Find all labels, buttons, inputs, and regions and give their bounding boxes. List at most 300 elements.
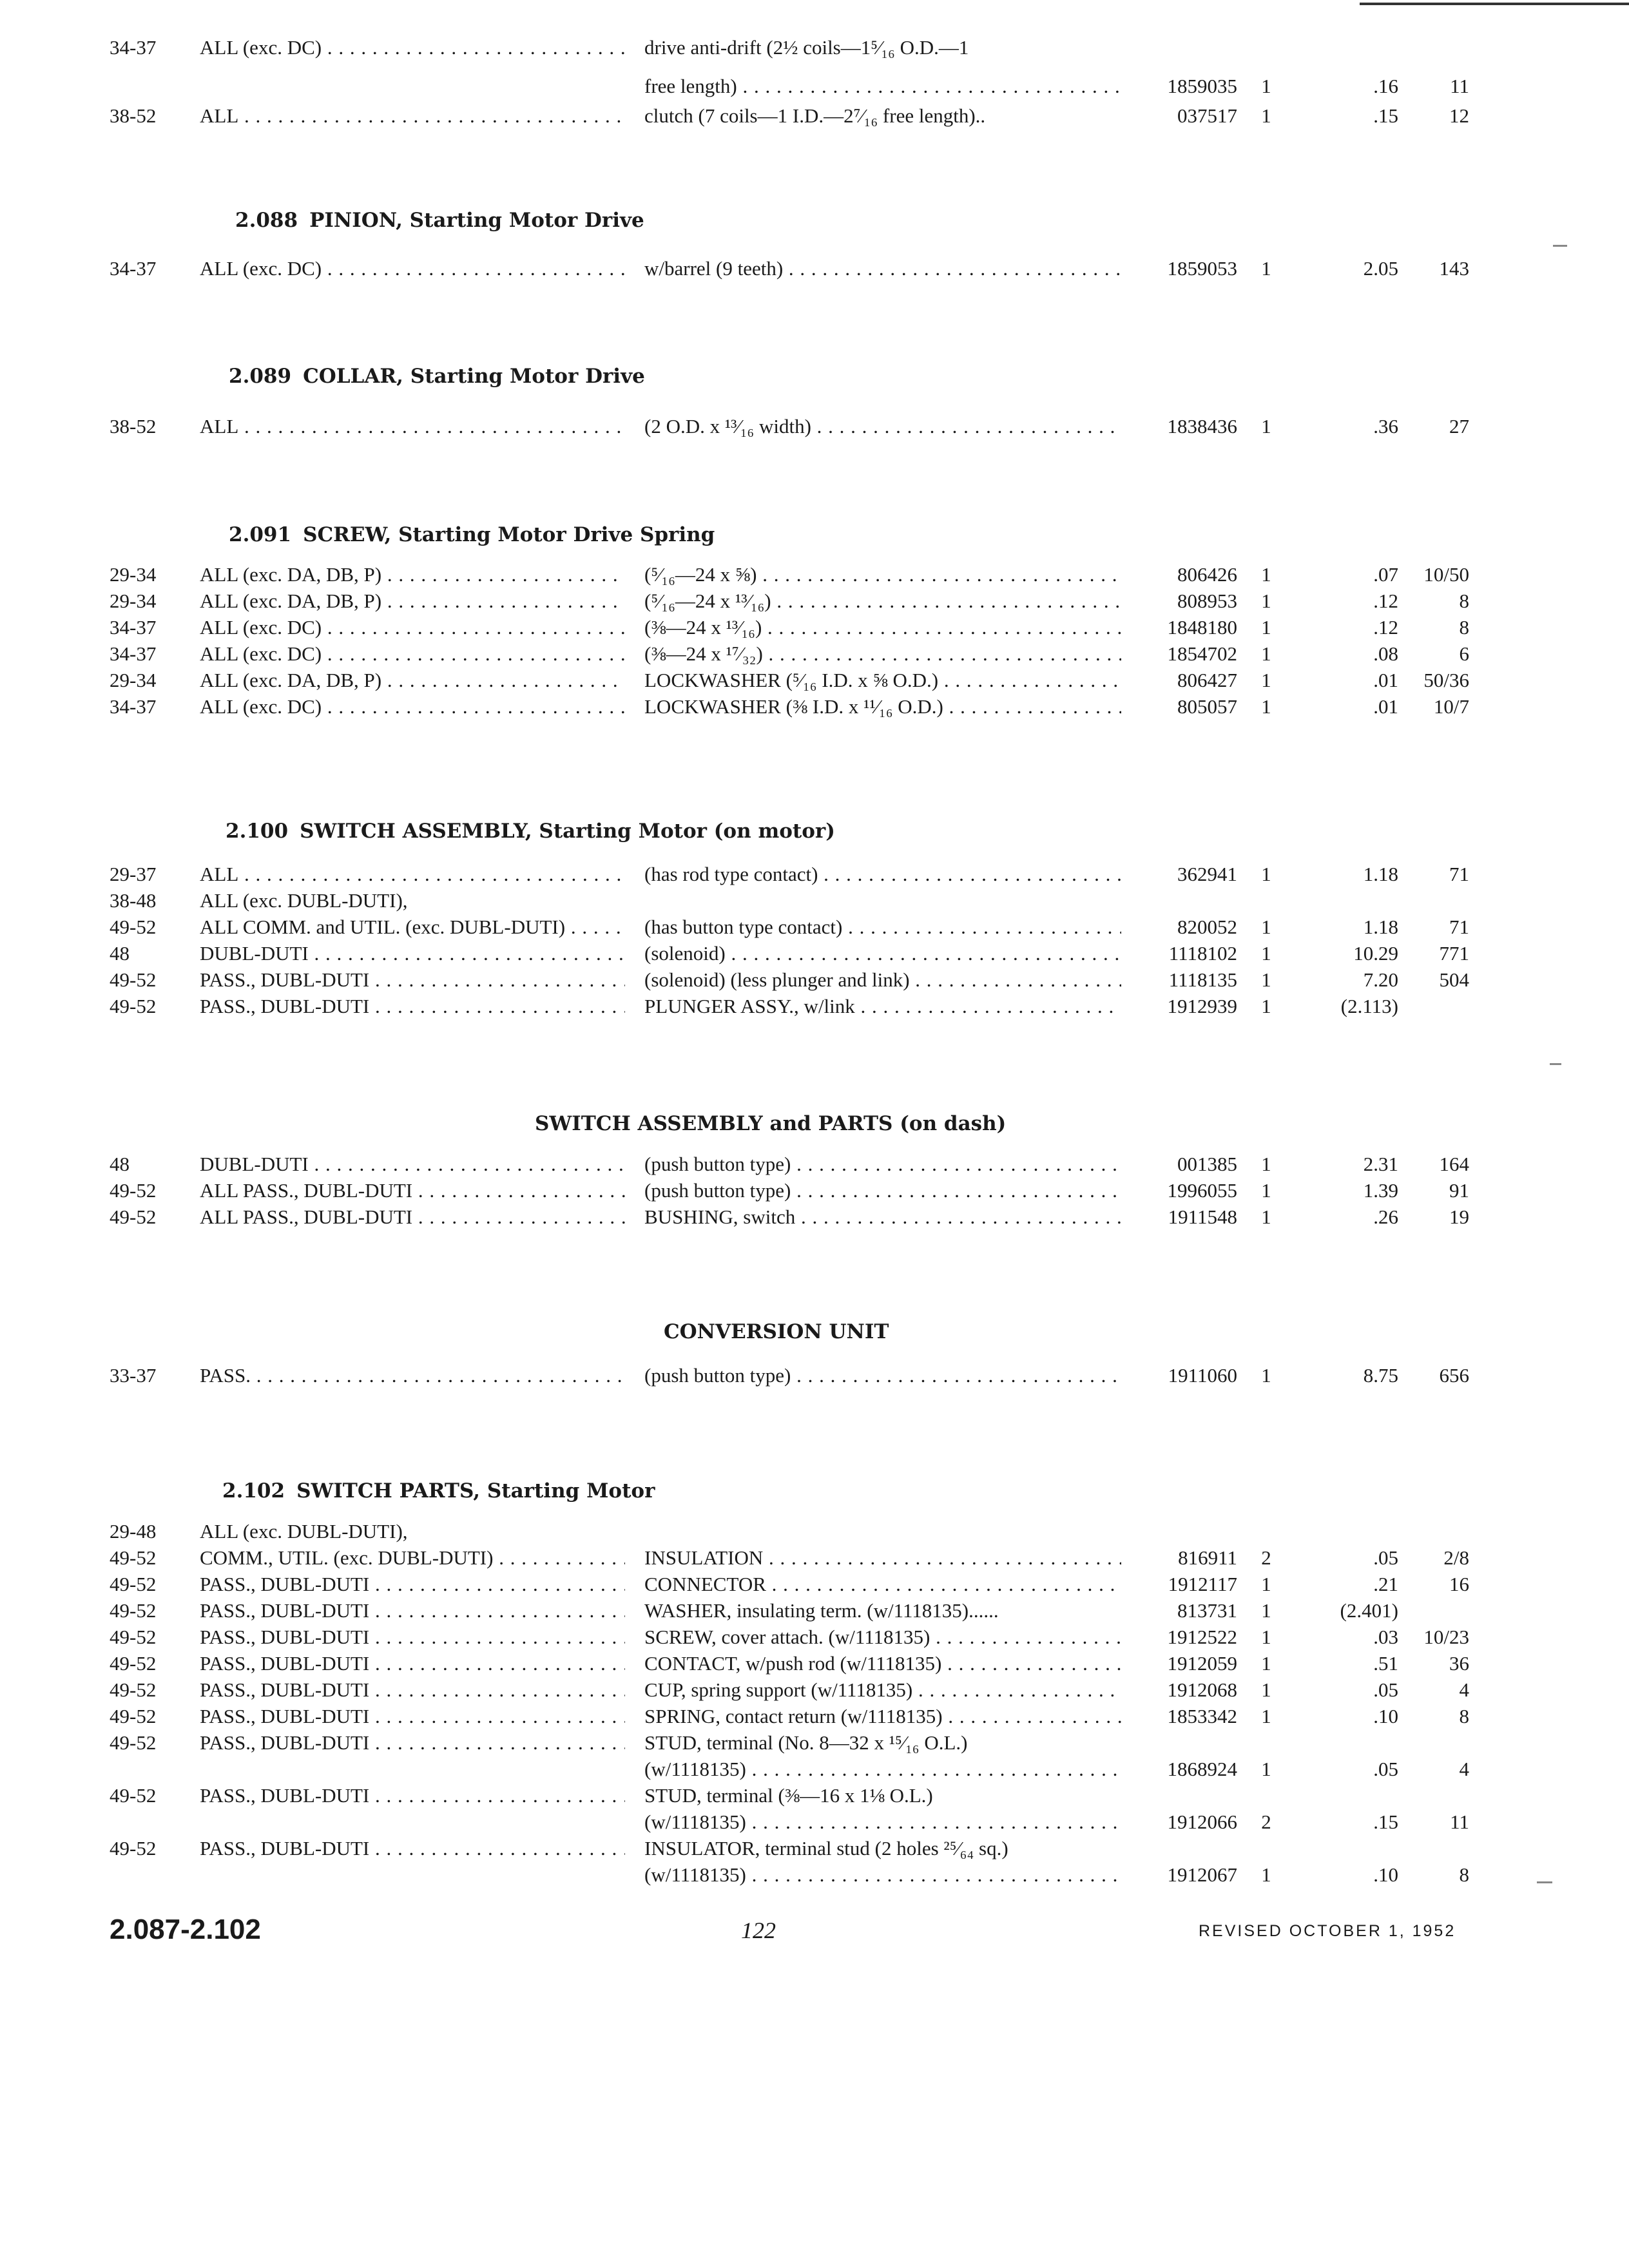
weight-cell (1405, 561, 1469, 589)
section-title: SWITCH ASSEMBLY and PARTS (on dash) (535, 1112, 1007, 1135)
description-cell-text: INSULATION (644, 1546, 764, 1569)
part-number-cell-text: 037517 (1177, 104, 1237, 127)
weight-cell-text: 8 (1459, 1705, 1469, 1727)
price-cell (1302, 1861, 1398, 1889)
description-cell-text: (⁵⁄₁₆—24 x ⅝) (644, 563, 757, 586)
description-cell-text: (2 O.D. x ¹³⁄₁₆ width) (644, 415, 811, 437)
quantity-cell (1250, 966, 1282, 994)
description-cell (644, 1203, 1121, 1231)
years-cell-text: 29-34 (110, 669, 157, 691)
price-cell (1302, 72, 1398, 101)
part-row (0, 1597, 1629, 1625)
description-cell (644, 992, 1121, 1021)
models-cell (200, 913, 625, 941)
price-cell (1302, 640, 1398, 668)
models-cell (200, 1544, 625, 1572)
years-cell (110, 412, 187, 441)
description-cell-text: (⅜—24 x ¹⁷⁄₃₂) (644, 642, 763, 665)
weight-cell (1405, 1623, 1469, 1651)
part-row (0, 966, 1629, 994)
quantity-cell (1250, 693, 1282, 721)
part-row (0, 1649, 1629, 1678)
part-number-cell-text: 1912067 (1167, 1863, 1237, 1886)
years-cell-text: 49-52 (110, 968, 157, 991)
quantity-cell-text: 1 (1261, 863, 1271, 885)
price-cell-text: .36 (1373, 415, 1398, 437)
part-number-cell-text: 806426 (1177, 563, 1237, 586)
price-cell-text: .05 (1373, 1546, 1398, 1569)
description-cell (644, 1755, 1121, 1783)
description-cell-text: BUSHING, switch (644, 1206, 796, 1228)
scan-mark (1550, 1063, 1561, 1065)
years-cell (110, 1623, 187, 1651)
description-cell-text: CUP, spring support (w/1118135) (644, 1678, 913, 1701)
weight-cell-text: 10/23 (1423, 1626, 1469, 1648)
part-row (0, 1676, 1629, 1704)
years-cell-text: 49-52 (110, 1731, 157, 1754)
part-row (0, 1834, 1629, 1863)
section-title: CONVERSION UNIT (664, 1320, 889, 1343)
price-cell (1302, 1702, 1398, 1731)
description-cell (644, 1544, 1121, 1572)
weight-cell (1405, 640, 1469, 668)
part-row (0, 1729, 1629, 1757)
models-cell (200, 666, 625, 695)
part-number-cell-text: 1912522 (1167, 1626, 1237, 1648)
quantity-cell (1250, 1361, 1282, 1390)
description-cell (644, 666, 1121, 695)
models-cell (200, 1203, 625, 1231)
models-cell-text: ALL (exc. DC) (200, 257, 322, 280)
models-cell (200, 1649, 625, 1678)
weight-cell-text: 8 (1459, 616, 1469, 639)
part-number-cell-text: 808953 (1177, 590, 1237, 612)
description-cell-text: clutch (7 coils—1 I.D.—2⁷⁄₁₆ free length).. (644, 104, 986, 127)
description-cell (644, 412, 1121, 441)
years-cell (110, 939, 187, 968)
models-cell (200, 693, 625, 721)
weight-cell (1405, 913, 1469, 941)
part-row (0, 412, 1629, 441)
price-cell (1302, 992, 1398, 1021)
part-number-cell-text: 362941 (1177, 863, 1237, 885)
quantity-cell-text: 1 (1261, 75, 1271, 97)
part-row (0, 34, 1629, 62)
quantity-cell-text: 1 (1261, 968, 1271, 991)
part-number-cell-text: 813731 (1177, 1599, 1237, 1622)
part-row (0, 1623, 1629, 1651)
price-cell-text: .12 (1373, 590, 1398, 612)
part-row (0, 1702, 1629, 1731)
part-row (0, 860, 1629, 889)
description-cell-text: w/barrel (9 teeth) (644, 257, 784, 280)
models-cell (200, 34, 625, 62)
models-cell-text: ALL (exc. DC) (200, 642, 322, 665)
models-cell-text: PASS., DUBL-DUTI (200, 995, 370, 1017)
part-number-cell (1121, 1203, 1237, 1231)
section-number: 2.091 (229, 523, 292, 546)
part-number-cell-text: 1868924 (1167, 1758, 1237, 1780)
years-cell-text: 49-52 (110, 916, 157, 938)
part-row (0, 913, 1629, 941)
models-cell (200, 860, 625, 889)
models-cell (200, 1623, 625, 1651)
weight-cell-text: 71 (1449, 916, 1469, 938)
description-cell (644, 72, 1121, 101)
quantity-cell-text: 1 (1261, 104, 1271, 127)
section-heading (229, 362, 645, 390)
years-cell-text: 49-52 (110, 1573, 157, 1595)
weight-cell-text: 6 (1459, 642, 1469, 665)
price-cell-text: .51 (1373, 1652, 1398, 1675)
price-cell (1302, 1623, 1398, 1651)
years-cell (110, 1649, 187, 1678)
part-number-cell (1121, 255, 1237, 283)
weight-cell (1405, 939, 1469, 968)
weight-cell-text: 656 (1439, 1364, 1469, 1387)
price-cell (1302, 966, 1398, 994)
quantity-cell-text: 1 (1261, 669, 1271, 691)
price-cell (1302, 860, 1398, 889)
part-row (0, 1544, 1629, 1572)
description-cell-text: STUD, terminal (⅜—16 x 1⅛ O.L.) (644, 1784, 933, 1807)
part-number-cell-text: 1859053 (1167, 257, 1237, 280)
years-cell (110, 992, 187, 1021)
part-number-cell (1121, 913, 1237, 941)
description-cell (644, 693, 1121, 721)
years-cell-text: 48 (110, 1153, 130, 1175)
price-cell (1302, 693, 1398, 721)
years-cell (110, 1676, 187, 1704)
years-cell (110, 1150, 187, 1178)
weight-cell-text: 50/36 (1423, 669, 1469, 691)
models-cell-text: ALL (exc. DC) (200, 695, 322, 718)
years-cell (110, 1544, 187, 1572)
description-cell (644, 1702, 1121, 1731)
part-row (0, 640, 1629, 668)
models-cell (200, 939, 625, 968)
part-number-cell (1121, 1177, 1237, 1205)
part-row (0, 666, 1629, 695)
years-cell-text: 38-48 (110, 889, 157, 912)
quantity-cell-text: 1 (1261, 942, 1271, 965)
models-cell (200, 1782, 625, 1810)
models-cell (200, 887, 625, 915)
part-row (0, 887, 1629, 915)
description-cell-text: (push button type) (644, 1153, 791, 1175)
part-number-cell (1121, 613, 1237, 642)
description-cell (644, 1361, 1121, 1390)
part-number-cell (1121, 860, 1237, 889)
description-cell (644, 561, 1121, 589)
description-cell-text: SCREW, cover attach. (w/1118135) (644, 1626, 930, 1648)
description-cell-text: (⁵⁄₁₆—24 x ¹³⁄₁₆) (644, 590, 771, 612)
part-row (0, 1203, 1629, 1231)
part-number-cell (1121, 1676, 1237, 1704)
price-cell-text: 7.20 (1363, 968, 1398, 991)
part-row (0, 992, 1629, 1021)
part-number-cell-text: 1911548 (1168, 1206, 1237, 1228)
part-number-cell (1121, 1755, 1237, 1783)
price-cell-text: .03 (1373, 1626, 1398, 1648)
description-cell (644, 34, 1121, 62)
part-row (0, 613, 1629, 642)
years-cell (110, 640, 187, 668)
part-number-cell-text: 1859035 (1167, 75, 1237, 97)
part-number-cell (1121, 640, 1237, 668)
part-row (0, 693, 1629, 721)
years-cell (110, 1177, 187, 1205)
price-cell (1302, 939, 1398, 968)
models-cell (200, 1597, 625, 1625)
years-cell (110, 887, 187, 915)
part-number-cell (1121, 966, 1237, 994)
models-cell (200, 1729, 625, 1757)
models-cell (200, 640, 625, 668)
description-cell (644, 913, 1121, 941)
price-cell (1302, 1203, 1398, 1231)
quantity-cell-text: 2 (1261, 1546, 1271, 1569)
part-number-cell-text: 001385 (1177, 1153, 1237, 1175)
quantity-cell (1250, 561, 1282, 589)
section-heading (222, 1477, 655, 1505)
quantity-cell-text: 1 (1261, 916, 1271, 938)
price-cell-text: 2.31 (1363, 1153, 1398, 1175)
weight-cell-text: 164 (1439, 1153, 1469, 1175)
weight-cell (1405, 1361, 1469, 1390)
years-cell (110, 1517, 187, 1546)
section-title: SWITCH PARTS, Starting Motor (296, 1479, 655, 1503)
quantity-cell (1250, 1597, 1282, 1625)
quantity-cell (1250, 1623, 1282, 1651)
models-cell (200, 1676, 625, 1704)
weight-cell-text: 16 (1449, 1573, 1469, 1595)
weight-cell-text: 36 (1449, 1652, 1469, 1675)
part-number-cell (1121, 587, 1237, 615)
models-cell (200, 1570, 625, 1599)
models-cell (200, 587, 625, 615)
models-cell-text: ALL (exc. DA, DB, P) (200, 590, 382, 612)
models-cell-text: PASS., DUBL-DUTI (200, 1652, 370, 1675)
years-cell (110, 860, 187, 889)
part-number-cell-text: 1912117 (1168, 1573, 1237, 1595)
page-number: 122 (741, 1917, 776, 1943)
years-cell-text: 34-37 (110, 616, 157, 639)
weight-cell (1405, 1755, 1469, 1783)
section-title: PINION, Starting Motor Drive (309, 209, 644, 232)
part-number-cell (1121, 1808, 1237, 1836)
description-cell-text: (solenoid) (644, 942, 726, 965)
description-cell-text: WASHER, insulating term. (w/1118135)...... (644, 1599, 999, 1622)
section-number: 2.089 (229, 365, 292, 388)
price-cell (1302, 102, 1398, 130)
quantity-cell-text: 1 (1261, 1652, 1271, 1675)
part-row (0, 102, 1629, 130)
price-cell (1302, 1570, 1398, 1599)
part-row (0, 1808, 1629, 1836)
weight-cell (1405, 255, 1469, 283)
price-cell-text: .26 (1373, 1206, 1398, 1228)
quantity-cell (1250, 860, 1282, 889)
weight-cell-text: 19 (1449, 1206, 1469, 1228)
price-cell-text: .10 (1373, 1705, 1398, 1727)
price-cell (1302, 613, 1398, 642)
years-cell (110, 34, 187, 62)
description-cell-text: (push button type) (644, 1179, 791, 1202)
description-cell-text: SPRING, contact return (w/1118135) (644, 1705, 943, 1727)
years-cell-text: 38-52 (110, 104, 157, 127)
quantity-cell (1250, 587, 1282, 615)
part-number-cell-text: 1912066 (1167, 1811, 1237, 1833)
part-row (0, 1361, 1629, 1390)
weight-cell-text: 10/50 (1423, 563, 1469, 586)
part-number-cell (1121, 992, 1237, 1021)
price-cell (1302, 412, 1398, 441)
part-number-cell (1121, 72, 1237, 101)
quantity-cell (1250, 1676, 1282, 1704)
part-number-cell (1121, 1361, 1237, 1390)
quantity-cell-text: 1 (1261, 1179, 1271, 1202)
quantity-cell (1250, 1702, 1282, 1731)
quantity-cell (1250, 1544, 1282, 1572)
quantity-cell-text: 1 (1261, 563, 1271, 586)
section-title: SWITCH ASSEMBLY, Starting Motor (on motor) (300, 820, 835, 843)
price-cell-text: 1.18 (1363, 863, 1398, 885)
quantity-cell (1250, 992, 1282, 1021)
price-cell-text: .10 (1373, 1863, 1398, 1886)
price-cell (1302, 1150, 1398, 1178)
weight-cell (1405, 1702, 1469, 1731)
description-cell (644, 1649, 1121, 1678)
models-cell-text: ALL PASS., DUBL-DUTI (200, 1206, 413, 1228)
description-cell (644, 939, 1121, 968)
quantity-cell (1250, 72, 1282, 101)
years-cell-text: 34-37 (110, 695, 157, 718)
weight-cell (1405, 102, 1469, 130)
years-cell-text: 33-37 (110, 1364, 157, 1387)
section-number: 2.088 (235, 209, 298, 232)
years-cell-text: 49-52 (110, 1678, 157, 1701)
models-cell-text: PASS., DUBL-DUTI (200, 1837, 370, 1860)
price-cell-text: .01 (1373, 669, 1398, 691)
price-cell (1302, 1808, 1398, 1836)
part-number-cell (1121, 693, 1237, 721)
weight-cell-text: 27 (1449, 415, 1469, 437)
top-edge-rule (1360, 3, 1629, 5)
models-cell (200, 1361, 625, 1390)
years-cell-text: 49-52 (110, 1837, 157, 1860)
models-cell-text: ALL (200, 415, 239, 437)
years-cell (110, 1361, 187, 1390)
quantity-cell (1250, 255, 1282, 283)
price-cell (1302, 666, 1398, 695)
part-number-cell-text: 820052 (1177, 916, 1237, 938)
quantity-cell-text: 1 (1261, 415, 1271, 437)
years-cell-text: 29-34 (110, 563, 157, 586)
years-cell-text: 29-37 (110, 863, 157, 885)
quantity-cell-text: 1 (1261, 1153, 1271, 1175)
models-cell-text: ALL COMM. and UTIL. (exc. DUBL-DUTI) (200, 916, 566, 938)
models-cell (200, 1702, 625, 1731)
revision-date: REVISED OCTOBER 1, 1952 (1199, 1922, 1456, 1940)
years-cell (110, 1834, 187, 1863)
years-cell (110, 587, 187, 615)
weight-cell (1405, 1861, 1469, 1889)
description-cell (644, 1150, 1121, 1178)
description-cell-text: (has rod type contact) (644, 863, 818, 885)
weight-cell-text: 10/7 (1433, 695, 1469, 718)
part-number-cell-text: 1996055 (1167, 1179, 1237, 1202)
price-cell-text: 10.29 (1353, 942, 1398, 965)
years-cell (110, 913, 187, 941)
quantity-cell-text: 1 (1261, 1678, 1271, 1701)
description-cell (644, 1808, 1121, 1836)
years-cell-text: 34-37 (110, 642, 157, 665)
price-cell (1302, 913, 1398, 941)
weight-cell (1405, 412, 1469, 441)
weight-cell (1405, 1676, 1469, 1704)
part-number-cell (1121, 561, 1237, 589)
quantity-cell-text: 1 (1261, 1758, 1271, 1780)
part-number-cell (1121, 1597, 1237, 1625)
description-cell-text: drive anti-drift (2½ coils—1⁵⁄₁₆ O.D.—1 (644, 36, 969, 59)
models-cell (200, 102, 625, 130)
years-cell-text: 29-48 (110, 1520, 157, 1542)
quantity-cell (1250, 613, 1282, 642)
price-cell-text: .12 (1373, 616, 1398, 639)
description-cell-text: (w/1118135) (644, 1863, 746, 1886)
part-number-cell-text: 1838436 (1167, 415, 1237, 437)
description-cell-text: PLUNGER ASSY., w/link (644, 995, 855, 1017)
weight-cell-text: 11 (1450, 1811, 1469, 1833)
quantity-cell (1250, 102, 1282, 130)
section-number: 2.100 (226, 820, 289, 843)
weight-cell (1405, 1150, 1469, 1178)
price-cell (1302, 1676, 1398, 1704)
price-cell (1302, 561, 1398, 589)
description-cell (644, 966, 1121, 994)
models-cell-text: ALL (exc. DC) (200, 36, 322, 59)
description-cell (644, 860, 1121, 889)
part-row (0, 587, 1629, 615)
description-cell-text: INSULATOR, terminal stud (2 holes ²⁵⁄₆₄ sq.) (644, 1837, 1008, 1860)
models-cell-text: PASS. (200, 1364, 251, 1387)
weight-cell-text: 4 (1459, 1758, 1469, 1780)
quantity-cell (1250, 640, 1282, 668)
models-cell (200, 1150, 625, 1178)
models-cell-text: PASS., DUBL-DUTI (200, 1784, 370, 1807)
models-cell-text: ALL PASS., DUBL-DUTI (200, 1179, 413, 1202)
years-cell-text: 49-52 (110, 1626, 157, 1648)
weight-cell (1405, 966, 1469, 994)
weight-cell-text: 11 (1450, 75, 1469, 97)
quantity-cell (1250, 1150, 1282, 1178)
part-number-cell (1121, 666, 1237, 695)
price-cell (1302, 1755, 1398, 1783)
price-cell-text: .07 (1373, 563, 1398, 586)
part-number-cell-text: 816911 (1178, 1546, 1237, 1569)
quantity-cell-text: 1 (1261, 590, 1271, 612)
quantity-cell (1250, 1177, 1282, 1205)
years-cell (110, 255, 187, 283)
models-cell (200, 966, 625, 994)
weight-cell-text: 71 (1449, 863, 1469, 885)
part-number-cell-text: 1912059 (1167, 1652, 1237, 1675)
description-cell-text: CONNECTOR (644, 1573, 766, 1595)
models-cell (200, 561, 625, 589)
part-number-cell (1121, 1861, 1237, 1889)
years-cell-text: 49-52 (110, 995, 157, 1017)
